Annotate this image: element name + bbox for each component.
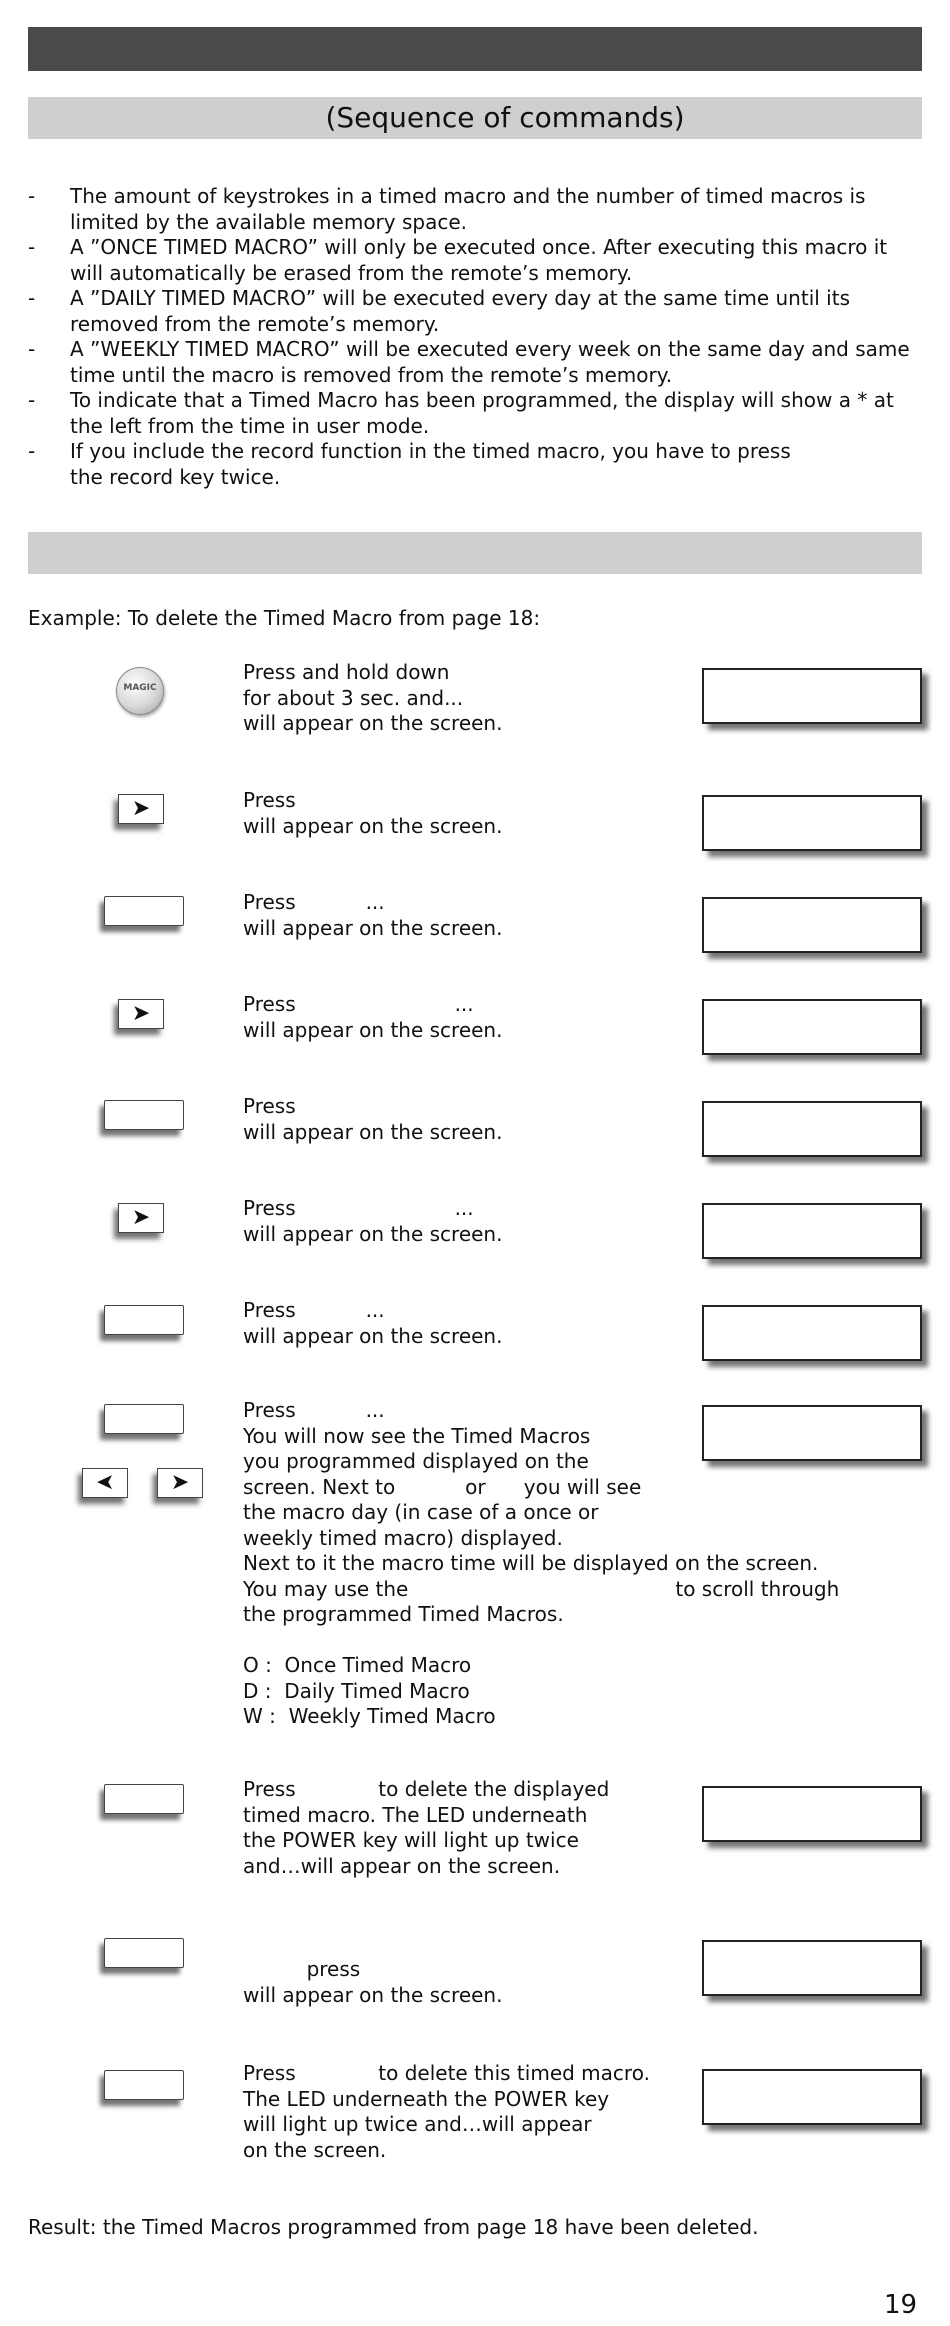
bullet-item <box>28 439 928 490</box>
step-10-text: press will appear on the screen. <box>243 1957 503 2007</box>
magic-key-label: MAGIC <box>123 683 157 693</box>
header-bar <box>28 27 922 71</box>
bullet-text: The amount of keystrokes in a timed macro and the number of timed macros is limited by the available memory space. <box>70 184 866 234</box>
page-number: 19 <box>884 2290 918 2320</box>
bullet-text: A ”WEEKLY TIMED MACRO” will be executed every week on the same day and same time until the macro is removed from the remote’s memory. <box>70 337 910 387</box>
left-arrow-key-icon[interactable] <box>82 1468 128 1498</box>
right-arrow-glyph: ➤ <box>131 796 151 821</box>
lcd-display-3 <box>702 897 922 953</box>
step-8-text: Press ... You will now see the Timed Macros you programmed displayed on the screen. Next to or you will see the macro day (in case of a once or weekly timed macro) displayed. Next to it the macro time will be displayed on the screen. You may use the to scroll through the programmed Timed Macros. O : Once Timed Macro D : Daily Timed Macro W : Weekly Timed Macro <box>243 1398 840 1728</box>
lcd-display-8 <box>702 1405 922 1461</box>
result-text: Result: the Timed Macros programmed from page 18 have been deleted. <box>28 2215 759 2239</box>
lcd-display-4 <box>702 999 922 1055</box>
bullet-text: A ”ONCE TIMED MACRO” will only be executed once. After executing this macro it will automatically be erased from the remote’s memory. <box>70 235 888 285</box>
subtitle: (Sequence of commands) <box>325 101 685 134</box>
lcd-display-1 <box>702 668 922 724</box>
blank-key-icon[interactable] <box>104 1404 184 1434</box>
right-arrow-glyph: ➤ <box>131 1001 151 1026</box>
section-bar <box>28 532 922 574</box>
bullet-list <box>28 184 928 490</box>
lcd-display-2 <box>702 795 922 851</box>
lcd-display-9 <box>702 1786 922 1842</box>
magic-key-icon[interactable] <box>116 667 164 715</box>
lcd-display-5 <box>702 1101 922 1157</box>
step-9-text: Press to delete the displayed timed macro. The LED underneath the POWER key will light up twice and…will appear on the screen. <box>243 1777 610 1878</box>
example-intro: Example: To delete the Timed Macro from page 18: <box>28 606 541 630</box>
bullet-item <box>28 286 928 337</box>
step-1-text: Press and hold down for about 3 sec. and... will appear on the screen. <box>243 660 503 735</box>
right-arrow-key-icon[interactable] <box>118 794 164 824</box>
bullet-dash: - <box>28 439 36 463</box>
step-6-text: Press ... will appear on the screen. <box>243 1196 503 1246</box>
blank-key-icon[interactable] <box>104 1938 184 1968</box>
blank-key-icon[interactable] <box>104 2070 184 2100</box>
left-arrow-glyph: ➤ <box>95 1470 115 1495</box>
bullet-dash: - <box>28 388 36 412</box>
right-arrow-glyph: ➤ <box>170 1470 190 1495</box>
blank-key-icon[interactable] <box>104 1305 184 1335</box>
step-5-text: Press will appear on the screen. <box>243 1094 503 1144</box>
bullet-item <box>28 235 928 286</box>
lcd-display-11 <box>702 2069 922 2125</box>
blank-key-icon[interactable] <box>104 896 184 926</box>
bullet-item <box>28 184 928 235</box>
right-arrow-glyph: ➤ <box>131 1205 151 1230</box>
lcd-display-6 <box>702 1203 922 1259</box>
bullet-dash: - <box>28 184 36 208</box>
bullet-text: A ”DAILY TIMED MACRO” will be executed every day at the same time until its removed from the remote’s memory. <box>70 286 850 336</box>
lcd-display-10 <box>702 1940 922 1996</box>
bullet-dash: - <box>28 286 36 310</box>
step-4-text: Press ... will appear on the screen. <box>243 992 503 1042</box>
bullet-dash: - <box>28 337 36 361</box>
blank-key-icon[interactable] <box>104 1784 184 1814</box>
bullet-item <box>28 337 928 388</box>
step-7-text: Press ... will appear on the screen. <box>243 1298 503 1348</box>
subtitle-bar <box>28 97 922 139</box>
right-arrow-key-icon[interactable] <box>118 999 164 1029</box>
right-arrow-key-icon[interactable] <box>157 1468 203 1498</box>
bullet-dash: - <box>28 235 36 259</box>
step-11-text: Press to delete this timed macro. The LED underneath the POWER key will light up twice and…will appear on the screen. <box>243 2061 650 2162</box>
lcd-display-7 <box>702 1305 922 1361</box>
bullet-text: If you include the record function in the timed macro, you have to press the record key twice. <box>70 439 791 489</box>
right-arrow-key-icon[interactable] <box>118 1203 164 1233</box>
step-2-text: Press will appear on the screen. <box>243 788 503 838</box>
bullet-item <box>28 388 928 439</box>
step-3-text: Press ... will appear on the screen. <box>243 890 503 940</box>
blank-key-icon[interactable] <box>104 1100 184 1130</box>
bullet-text: To indicate that a Timed Macro has been programmed, the display will show a * at the left from the time in user mode. <box>70 388 894 438</box>
